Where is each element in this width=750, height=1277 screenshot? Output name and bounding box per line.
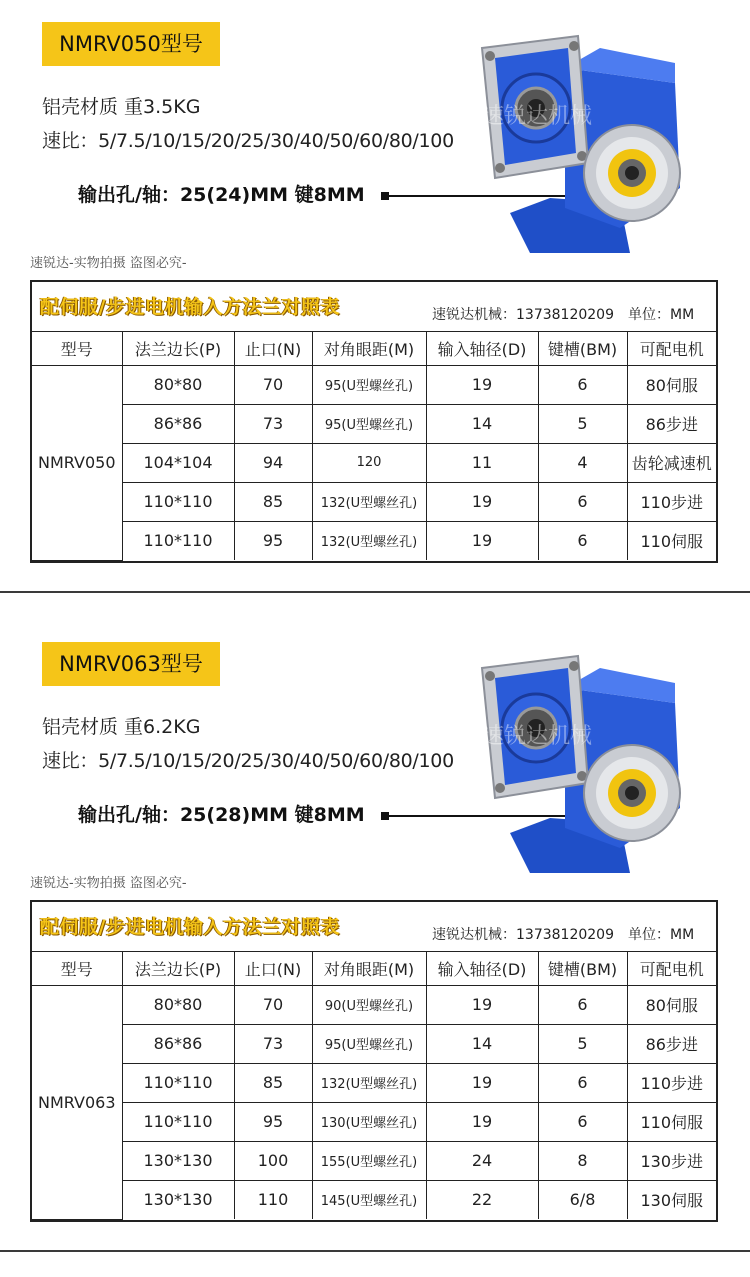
cell: 11 bbox=[426, 443, 538, 482]
col-header-model: 型号 bbox=[32, 952, 122, 985]
cell: 80伺服 bbox=[627, 985, 716, 1024]
cell: 6 bbox=[538, 1102, 627, 1141]
cell: 19 bbox=[426, 521, 538, 560]
cell: 19 bbox=[426, 1063, 538, 1102]
cell: 100 bbox=[234, 1141, 312, 1180]
cell: 120 bbox=[312, 443, 426, 482]
output-shaft: 输出孔/轴：25(28)MM 键8MM bbox=[78, 804, 365, 826]
cell: 132(U型螺丝孔) bbox=[312, 1063, 426, 1102]
cell: 110*110 bbox=[122, 1063, 234, 1102]
flange-table bbox=[30, 900, 718, 1222]
cell: 110*110 bbox=[122, 521, 234, 560]
cell: 132(U型螺丝孔) bbox=[312, 482, 426, 521]
speed-ratio: 速比：5/7.5/10/15/20/25/30/40/50/60/80/100 bbox=[42, 130, 454, 152]
cell: 95 bbox=[234, 1102, 312, 1141]
cell: 6/8 bbox=[538, 1180, 627, 1219]
pointer-dot bbox=[381, 812, 389, 820]
cell: 4 bbox=[538, 443, 627, 482]
photo-note: 速锐达-实物拍摄 盗图必究- bbox=[30, 876, 187, 891]
table-header-bar bbox=[32, 902, 716, 952]
cell: 80伺服 bbox=[627, 365, 716, 404]
col-header-diagonal: 对角眼距(M) bbox=[312, 952, 426, 985]
spec-table bbox=[32, 332, 716, 561]
cell: 155(U型螺丝孔) bbox=[312, 1141, 426, 1180]
cell: 6 bbox=[538, 482, 627, 521]
section-nmrv063 bbox=[0, 620, 750, 1260]
cell: 130*130 bbox=[122, 1141, 234, 1180]
col-header-motor: 可配电机 bbox=[627, 952, 716, 985]
table-row bbox=[32, 443, 716, 482]
watermark-text: 速锐达机械 bbox=[482, 724, 593, 749]
unit-label: 单位：MM bbox=[628, 307, 695, 323]
flange-table bbox=[30, 280, 718, 563]
col-header-flange: 法兰边长(P) bbox=[122, 952, 234, 985]
table-header-bar bbox=[32, 282, 716, 332]
cell: 86*86 bbox=[122, 1024, 234, 1063]
material-weight: 铝壳材质 重3.5KG bbox=[42, 96, 201, 118]
contact-phone: 速锐达机械：13738120209 bbox=[432, 927, 614, 943]
cell: 110*110 bbox=[122, 1102, 234, 1141]
table-row bbox=[32, 1102, 716, 1141]
cell: 22 bbox=[426, 1180, 538, 1219]
cell: 6 bbox=[538, 985, 627, 1024]
unit-label: 单位：MM bbox=[628, 927, 695, 943]
table-title: 配伺服/步进电机输入方法兰对照表 bbox=[40, 916, 340, 938]
output-shaft: 输出孔/轴：25(24)MM 键8MM bbox=[78, 184, 365, 206]
table-row bbox=[32, 1141, 716, 1180]
cell: 90(U型螺丝孔) bbox=[312, 985, 426, 1024]
cell: 104*104 bbox=[122, 443, 234, 482]
model-cell: NMRV050 bbox=[32, 365, 122, 560]
cell: 6 bbox=[538, 1063, 627, 1102]
cell: 110伺服 bbox=[627, 1102, 716, 1141]
table-row bbox=[32, 1180, 716, 1219]
cell: 5 bbox=[538, 1024, 627, 1063]
cell: 130*130 bbox=[122, 1180, 234, 1219]
cell: 110步进 bbox=[627, 1063, 716, 1102]
cell: 80*80 bbox=[122, 365, 234, 404]
table-title: 配伺服/步进电机输入方法兰对照表 bbox=[40, 296, 340, 318]
speed-ratio: 速比：5/7.5/10/15/20/25/30/40/50/60/80/100 bbox=[42, 750, 454, 772]
col-header-spigot: 止口(N) bbox=[234, 952, 312, 985]
model-badge: NMRV050型号 bbox=[42, 22, 220, 66]
cell: 86步进 bbox=[627, 404, 716, 443]
model-cell: NMRV063 bbox=[32, 985, 122, 1219]
col-header-model: 型号 bbox=[32, 332, 122, 365]
cell: 80*80 bbox=[122, 985, 234, 1024]
cell: 19 bbox=[426, 365, 538, 404]
gearbox-image bbox=[470, 648, 690, 878]
section-nmrv050 bbox=[0, 0, 750, 590]
col-header-keyway: 键槽(BM) bbox=[538, 332, 627, 365]
pointer-dot bbox=[381, 192, 389, 200]
cell: 95(U型螺丝孔) bbox=[312, 365, 426, 404]
table-header-row bbox=[32, 952, 716, 985]
cell: 86步进 bbox=[627, 1024, 716, 1063]
cell: 95(U型螺丝孔) bbox=[312, 404, 426, 443]
cell: 6 bbox=[538, 521, 627, 560]
cell: 110步进 bbox=[627, 482, 716, 521]
table-row bbox=[32, 985, 716, 1024]
col-header-shaft: 输入轴径(D) bbox=[426, 952, 538, 985]
table-row bbox=[32, 482, 716, 521]
table-header-row bbox=[32, 332, 716, 365]
bottom-divider bbox=[0, 1250, 750, 1252]
cell: 齿轮减速机 bbox=[627, 443, 716, 482]
cell: 130伺服 bbox=[627, 1180, 716, 1219]
cell: 8 bbox=[538, 1141, 627, 1180]
cell: 130步进 bbox=[627, 1141, 716, 1180]
cell: 70 bbox=[234, 985, 312, 1024]
cell: 73 bbox=[234, 1024, 312, 1063]
cell: 95(U型螺丝孔) bbox=[312, 1024, 426, 1063]
cell: 86*86 bbox=[122, 404, 234, 443]
cell: 19 bbox=[426, 1102, 538, 1141]
col-header-diagonal: 对角眼距(M) bbox=[312, 332, 426, 365]
section-divider bbox=[0, 591, 750, 593]
table-row bbox=[32, 1063, 716, 1102]
table-row bbox=[32, 404, 716, 443]
cell: 95 bbox=[234, 521, 312, 560]
cell: 130(U型螺丝孔) bbox=[312, 1102, 426, 1141]
cell: 19 bbox=[426, 482, 538, 521]
cell: 24 bbox=[426, 1141, 538, 1180]
cell: 73 bbox=[234, 404, 312, 443]
col-header-flange: 法兰边长(P) bbox=[122, 332, 234, 365]
cell: 94 bbox=[234, 443, 312, 482]
cell: 110 bbox=[234, 1180, 312, 1219]
cell: 85 bbox=[234, 482, 312, 521]
table-row bbox=[32, 365, 716, 404]
contact-phone: 速锐达机械：13738120209 bbox=[432, 307, 614, 323]
col-header-shaft: 输入轴径(D) bbox=[426, 332, 538, 365]
cell: 145(U型螺丝孔) bbox=[312, 1180, 426, 1219]
col-header-keyway: 键槽(BM) bbox=[538, 952, 627, 985]
col-header-motor: 可配电机 bbox=[627, 332, 716, 365]
cell: 14 bbox=[426, 1024, 538, 1063]
model-badge: NMRV063型号 bbox=[42, 642, 220, 686]
spec-table bbox=[32, 952, 716, 1220]
cell: 6 bbox=[538, 365, 627, 404]
table-row bbox=[32, 1024, 716, 1063]
cell: 85 bbox=[234, 1063, 312, 1102]
col-header-spigot: 止口(N) bbox=[234, 332, 312, 365]
cell: 70 bbox=[234, 365, 312, 404]
cell: 19 bbox=[426, 985, 538, 1024]
cell: 14 bbox=[426, 404, 538, 443]
table-row bbox=[32, 521, 716, 560]
material-weight: 铝壳材质 重6.2KG bbox=[42, 716, 201, 738]
watermark-text: 速锐达机械 bbox=[482, 104, 593, 129]
cell: 5 bbox=[538, 404, 627, 443]
cell: 132(U型螺丝孔) bbox=[312, 521, 426, 560]
gearbox-image bbox=[470, 28, 690, 258]
cell: 110伺服 bbox=[627, 521, 716, 560]
cell: 110*110 bbox=[122, 482, 234, 521]
photo-note: 速锐达-实物拍摄 盗图必究- bbox=[30, 256, 187, 271]
